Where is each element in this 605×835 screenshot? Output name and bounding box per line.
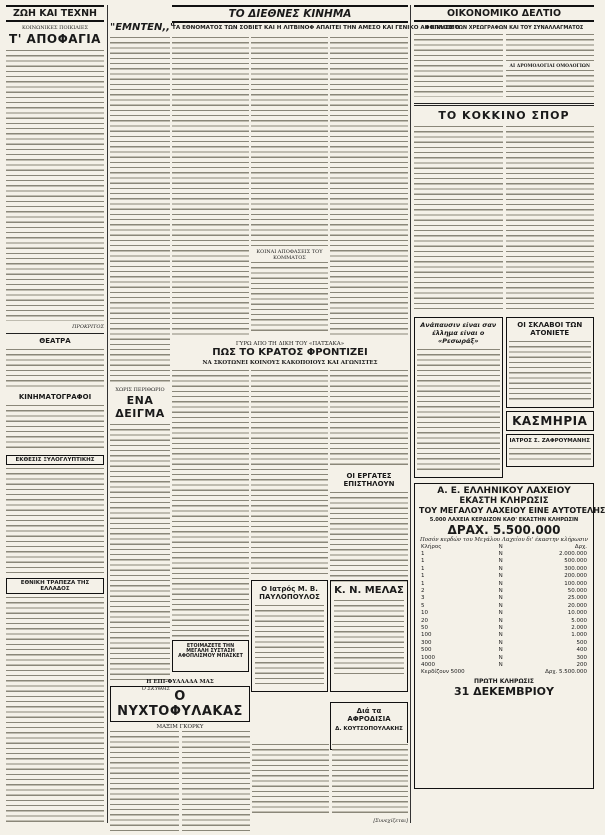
lottery-count: 2 [421,588,425,595]
bank-headline: ΕΘΝΙΚΗ ΤΡΑΠΕΖΑ ΤΗΣ ΕΛΛΑΔΟΣ [20,580,90,592]
table-row [419,580,589,587]
divider [6,333,104,334]
lottery-prize: 500 [576,639,587,646]
patsaka-body-1 [172,369,249,574]
ad-iatros-title: ΙΑΤΡΟΣ Σ. ΖΑΦΡΟΥΜΑΝΗΣ [509,438,590,444]
table-row [419,602,589,609]
lottery-prize: 25.000 [567,595,587,602]
lottery-multiplier: Ν [498,610,503,617]
red-sport-body-2 [506,125,595,311]
red-sport-body-1 [414,125,503,311]
debt-body-2 [506,33,595,61]
ad-box-pavlopoulos [251,580,328,692]
bonds-kicker: ΑΙ ΔΡΟΜΟΛΟΓΙΑΙ ΟΜΟΛΟΓΙΩΝ [509,64,590,69]
lottery-prize: 2.000.000 [559,551,587,558]
soviet-headline: ΤΑ ΕΘΝΟΜΑΤΟΣ ΤΩΝ ΣΟΒΙΕΤ ΚΑΙ Η ΛΙΤΒΙΝΟΦ ΑΠΑΙΤΕΙ ΤΗΝ ΑΜΕΣΟ ΚΑΙ ΓΕΝΙΚΟ ΑΦΟΠΛΙΣΜΟ [172,25,460,31]
table-row [419,565,589,572]
soviet-body-2 [251,36,328,246]
divider [414,103,594,106]
ad-melas [330,577,408,697]
patsaka-col-2 [251,369,328,574]
ad-aphrodisia-title: Διά τα ΑΦΡΟΔΙΣΙΑ [347,707,391,723]
table-header-row [419,543,589,550]
cinema-listings [6,404,104,452]
patsaka-headline: ΠΩΣ ΤΟ ΚΡΑΤΟΣ ΦΡΟΝΤΙΖΕΙ [212,347,368,358]
lottery-count: 1 [421,551,425,558]
lottery-note: Ποσόν κερδών του Μεγάλου Λαχείου δι' έκαστην κλήρωσιν [420,537,588,543]
economic-column [414,5,605,823]
ad-pavlopoulos-body [255,604,324,684]
serial-body-4 [332,743,409,815]
patsaka-body-2 [251,369,328,574]
lottery-table [419,543,589,669]
soviet-body-2b [251,261,328,331]
lottery-prize: 2.000 [571,624,587,631]
ad-iatros [506,434,595,467]
section-title-intl: ΤΟ ΔΙΕΘΝΕΣ ΚΙΝΗΜΑ [172,5,408,23]
lottery-multiplier: Ν [498,602,503,609]
lottery-count: 300 [421,639,432,646]
table-header: Ν [498,543,503,550]
cinema-headline: ΚΙΝΗΜΑΤΟΓΡΑΦΟΙ [18,393,92,401]
table-row [419,617,589,624]
article-kicker: ΚΟΙΝΩΝΙΚΕΣ ΠΟΙΚΙΛΙΕΣ [21,25,89,31]
ad-slaves [506,317,595,408]
intl-header [172,5,408,25]
ad-slaves-body [509,340,592,402]
table-row [419,550,589,557]
lottery-prize: 100.000 [564,580,587,587]
lottery-draw-label: ΠΡΩΤΗ ΚΛΗΡΩΣΙΣ [474,678,534,686]
bank-body [6,596,104,824]
serial-block [110,677,250,823]
lottery-count: 1 [421,565,425,572]
lottery-amount: ΔΡΑΧ. 5.500.000 [447,523,561,537]
lottery-prize: 10.000 [567,610,587,617]
column-rule [107,5,108,823]
table-header: Δρχ. [574,543,587,550]
bank-box [6,578,104,594]
ad-iatros-body [509,447,592,461]
table-header: Κλήρος [421,543,442,550]
lottery-prize: 200.000 [564,573,587,580]
patsaka-body-cont [172,577,249,637]
theatre-headline: ΘΕΑΤΡΑ [39,337,71,345]
table-row [419,639,589,646]
theatre-listings [6,348,104,390]
lottery-prize: 5.000 [571,617,587,624]
soviet-body-3 [330,36,408,336]
ad-neon [172,640,249,672]
article-headline-apofagia: Τ' ΑΠΟΦΑΓΙΑ [9,32,101,46]
patsaka-subheadline: ΝΑ ΣΚΟΤΩΝΕΙ ΚΟΙΝΟΥΣ ΚΑΚΟΠΟΙΟΥΣ ΚΑΙ ΑΓΩΝΙΣΤΕΣ [202,360,378,366]
lottery-prize: 1.000 [571,632,587,639]
lottery-prize: 500.000 [564,558,587,565]
ad-pavlopoulos-title: Ο Ιατρός Μ. Β. ΠΑΥΛΟΠΟΥΛΟΣ [259,585,320,601]
ad-resorax-body [417,348,500,470]
lottery-total-value: Δρχ. 5.500.000 [545,669,587,676]
lottery-count: 1000 [421,654,435,661]
lottery-count: 3 [421,595,425,602]
lottery-multiplier: Ν [498,573,503,580]
table-row [419,654,589,661]
soviet-col-1 [172,36,249,336]
table-row [419,646,589,653]
lottery-title-1: Α. Ε. ΕΛΛΗΝΙΚΟΥ ΛΑΧΕΙΟΥ [437,486,571,496]
soviet-col-3 [330,36,408,336]
column-rule [410,5,411,823]
exhibition-box [6,455,104,465]
lottery-multiplier: Ν [498,617,503,624]
lottery-count: 1 [421,580,425,587]
ad-kasmiria-title: ΚΑΣΜΗΡΙΑ [512,414,588,428]
lottery-multiplier: Ν [498,565,503,572]
ad-pavlopoulos [251,577,328,697]
lottery-count: 4000 [421,661,435,668]
lottery-draw-date: 31 ΔΕΚΕΜΒΡΙΟΥ [453,685,554,699]
lottery-multiplier: Ν [498,624,503,631]
emnten-column [110,5,176,705]
emnten-headline: "ΕΜΝΤΕΝ,," [110,22,176,33]
lottery-count: 100 [421,632,432,639]
debt-headline: Η ΚΙΝΗΣΙΣ ΤΩΝ ΧΡΕΩΓΡΑΦΩΝ ΚΑΙ ΤΟΥ ΣΥΝΑΛΛΑΓΜΑΤΟΣ [424,25,584,31]
lottery-multiplier: Ν [498,588,503,595]
ad-kasmiria [506,411,595,431]
lottery-multiplier: Ν [498,551,503,558]
ad-box-melas [330,580,408,692]
workers-letter-body [330,491,408,583]
lottery-multiplier: Ν [498,647,503,654]
party-decisions-kicker: ΚΟΙΝΑΙ ΑΠΟΦΑΣΕΙΣ ΤΟΥ ΚΟΜΜΑΤΟΣ [256,249,323,261]
lottery-prize: 20.000 [567,602,587,609]
serial-title-box [110,686,250,722]
lottery-count: 10 [421,610,428,617]
lottery-total [419,669,589,676]
patsaka-col-1 [172,369,249,574]
patsaka-col-3 [330,369,408,574]
lottery-prize: 300.000 [564,565,587,572]
table-row [419,573,589,580]
table-row [419,632,589,639]
table-row [419,661,589,668]
lottery-title-3: ΤΟΥ ΜΕΓΑΛΟΥ ΛΑΧΕΙΟΥ ΕΙΝΕ ΑΥΤΟΤΕΛΗΣ [419,506,605,515]
exhibition-headline: ΕΚΘΕΣΙΣ ΞΥΛΟΓΛΥΠΤΙΚΗΣ [15,457,95,463]
serial-title: Ο ΝΥΧΤΟΦΥΛΑΚΑΣ [117,689,243,719]
lottery-multiplier: Ν [498,639,503,646]
lottery-ad [414,483,605,789]
exhibition-body [6,467,104,575]
table-row [419,587,589,594]
serial-continue [252,743,408,823]
debt-body-1 [414,33,503,97]
serial-body-2 [182,730,251,832]
article-author: ΠΡΟΚΡΙΤΟΣ [72,324,104,330]
ad-doctor-name: Δ. ΚΟΥΤΣΟΠΟΥΛΑΚΗΣ [335,726,403,732]
no-margin-kicker: ΧΩΡΙΣ ΠΕΡΙΘΩΡΙΟ [115,387,165,393]
patsaka-header [172,339,408,365]
example-body [110,423,170,683]
lottery-count: 500 [421,647,432,654]
workers-letter-headline: ΟΙ ΕΡΓΑΤΕΣ ΕΠΙΣΤΗΛΟΥΝ [343,472,395,488]
lottery-count: 50 [421,624,428,631]
example-signature: Ο ΣΚΥΘΗΣ [141,686,170,692]
ad-slaves-title: ΟΙ ΣΚΛΑΒΟΙ ΤΩΝ ΑΤΟΝΙΕΤΕ [517,321,583,337]
patsaka-kicker: ΓΥΡΩ ΑΠΟ ΤΗ ΔΙΚΗ ΤΟΥ «ΠΑΤΣΑΚΑ» [235,341,345,347]
example-headline: ΕΝΑ ΔΕΙΓΜΑ [115,394,165,420]
lottery-title-2: ΕΚΑΣΤΗ ΚΛΗΡΩΣΙΣ [459,496,549,506]
ad-melas-body [334,599,404,675]
soviet-col-2 [251,36,328,336]
ad-neon-title: ΕΤΟΙΜΑΖΕΤΕ ΤΗΝ ΜΕΓΑΛΗ ΣΥΣΤΑΣΗ ΑΦΟΠΛΙΣΜΟΥ ΜΠΑΣΚΕΤ [178,644,243,659]
table-row [419,624,589,631]
lottery-prize: 300 [576,654,587,661]
table-row [419,595,589,602]
ad-resorax-title: Ανάπαυσιν είναι σαν έλλημα είναι ο «Ρεσωράξ» [420,321,497,345]
ad-melas-title: Κ. Ν. ΜΕΛΑΣ [334,585,404,596]
red-sport-headline: ΤΟ ΚΟΚΚΙΝΟ ΣΠΟΡ [438,109,570,122]
serial-body-3 [252,743,329,815]
lottery-multiplier: Ν [498,595,503,602]
debt-body-3 [506,69,595,97]
lottery-count: 1 [421,573,425,580]
table-row [419,610,589,617]
lottery-subtitle: 5.000 ΛΑΧΕΙΑ ΚΕΡΔΙΖΟΝ ΚΑΘ' ΕΚΑΣΤΗΝ ΚΛΗΡΩΣΙΝ [429,517,579,523]
lottery-prize: 200 [576,661,587,668]
serial-body-1 [110,730,179,832]
serial-continues: [Συνεχίζεται] [373,818,408,824]
lottery-prize: 50.000 [567,588,587,595]
table-row [419,558,589,565]
lottery-count: 20 [421,617,428,624]
article-body-apofagia [6,49,104,321]
lottery-total-label: Κερδίζουν 5000 [421,669,465,676]
section-title-economic: ΟΙΚΟΝΟΜΙΚΟ ΔΕΛΤΙΟ [414,5,594,22]
lottery-multiplier: Ν [498,580,503,587]
soviet-banner [172,25,460,35]
serial-kicker: Η ΕΠΙ-ΦΥΛΛΑΔΑ ΜΑΣ [146,679,214,685]
lottery-count: 5 [421,602,425,609]
lottery-count: 1 [421,558,425,565]
soviet-body-1 [172,36,249,336]
section-title-life-art: ΖΩΗ ΚΑΙ ΤΕΧΝΗ [6,5,104,22]
lottery-multiplier: Ν [498,654,503,661]
patsaka-cont [172,577,249,677]
serial-subtitle: ΜΑΞΙΜ ΓΚΟΡΚΥ [156,724,204,730]
ad-resorax [414,317,503,478]
lottery-prize: 400 [576,647,587,654]
lottery-multiplier: Ν [498,661,503,668]
patsaka-body-3 [330,369,408,469]
lottery-multiplier: Ν [498,558,503,565]
newspaper-page [6,5,605,824]
emnten-body [110,36,170,384]
lottery-multiplier: Ν [498,632,503,639]
life-art-column [6,5,104,823]
